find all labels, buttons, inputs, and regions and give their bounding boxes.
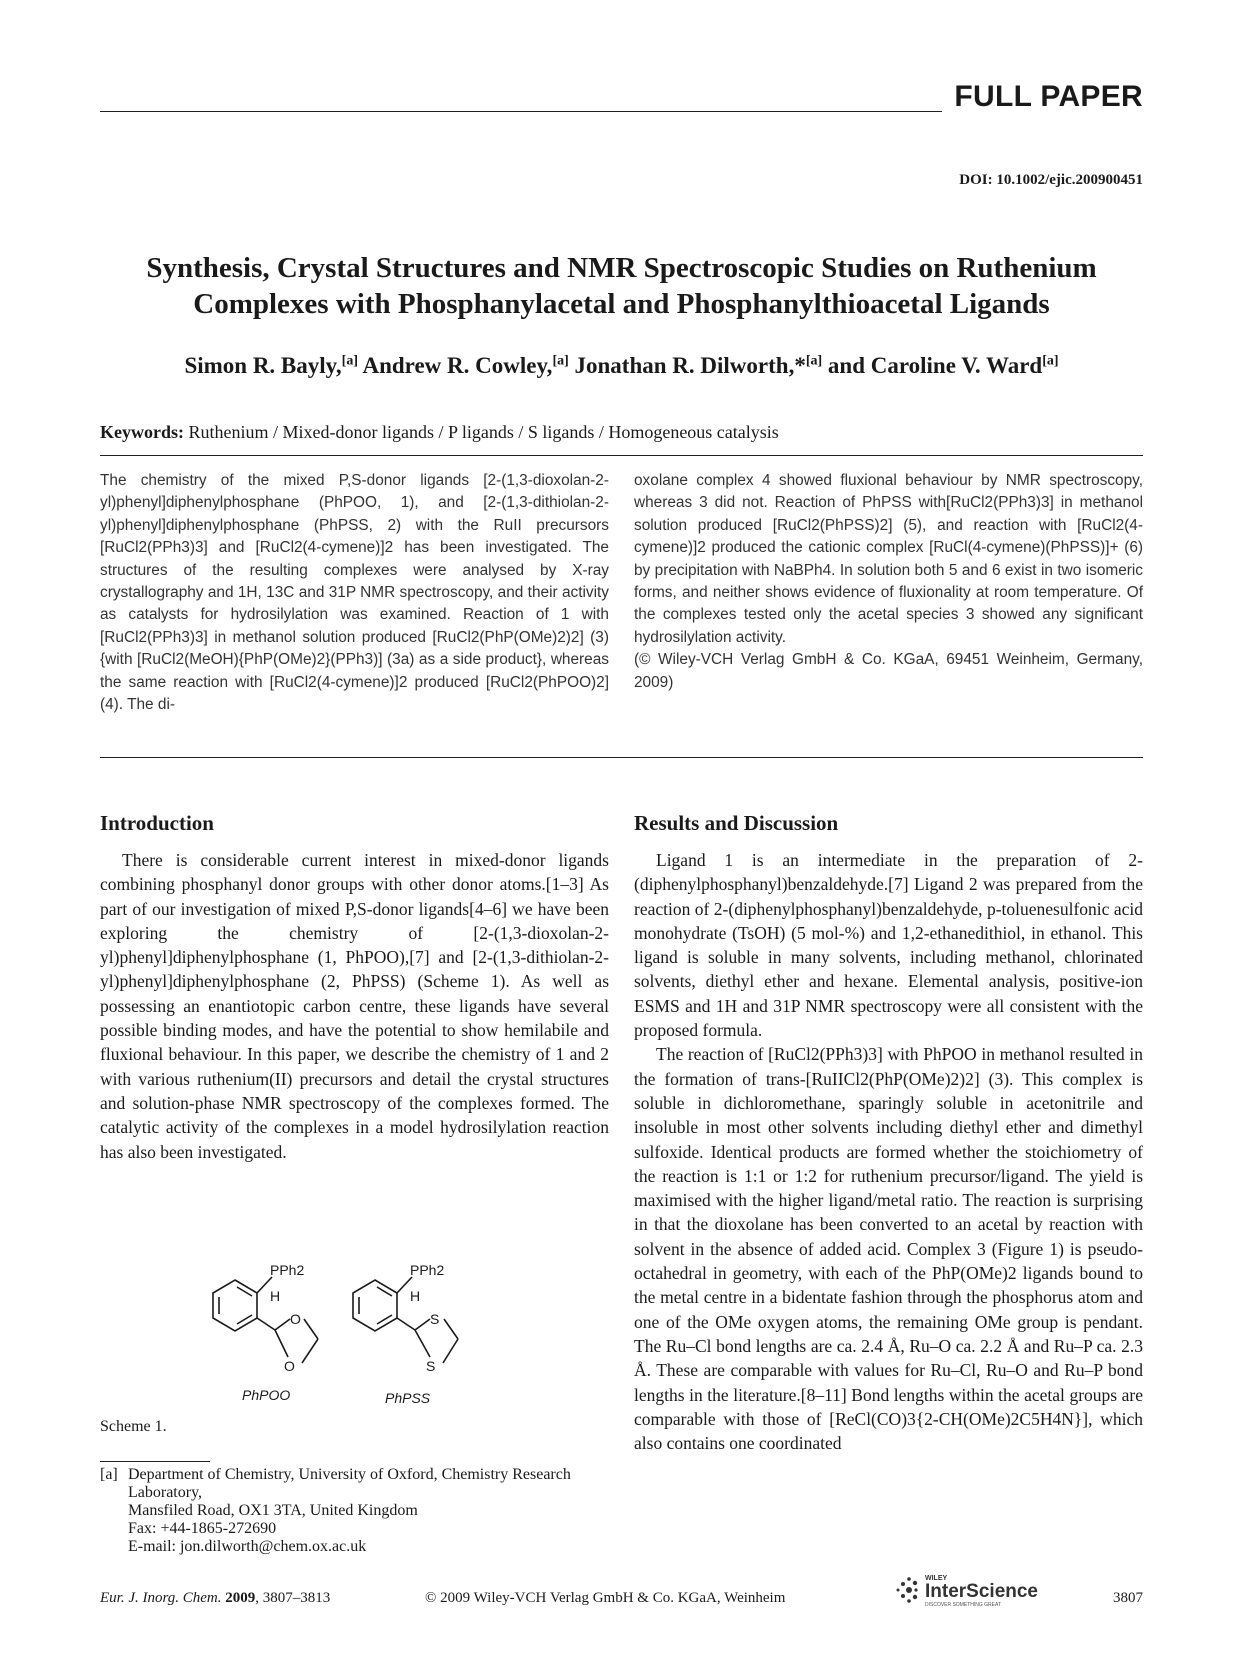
phpoo-label: PhPOO bbox=[242, 1387, 291, 1403]
keywords-label: Keywords: bbox=[100, 422, 184, 442]
footnote-rule bbox=[100, 1461, 210, 1462]
page-number: 3807 bbox=[1113, 1590, 1143, 1606]
pph2-label: PPh2 bbox=[410, 1262, 445, 1278]
footnote-line: Fax: +44-1865-272690 bbox=[128, 1520, 277, 1537]
paper-title bbox=[100, 250, 1143, 322]
keywords-rule bbox=[100, 455, 1143, 456]
logo-tagline: DISCOVER SOMETHING GREAT bbox=[925, 1602, 1002, 1608]
scheme-caption: Scheme 1. bbox=[100, 1418, 167, 1435]
doi: DOI: 10.1002/ejic.200900451 bbox=[959, 172, 1143, 188]
logo-interscience: InterScience bbox=[925, 1581, 1038, 1602]
journal-pages: , 3807–3813 bbox=[255, 1590, 331, 1606]
scheme-1-structures bbox=[190, 1245, 480, 1405]
title-line-2: Complexes with Phosphanylacetal and Phosphanylthioacetal Ligands bbox=[193, 288, 1050, 320]
logo-dots-icon bbox=[897, 1577, 918, 1603]
author-name: Caroline V. Ward bbox=[870, 353, 1043, 378]
introduction-paragraph: There is considerable current interest in mixed-donor ligands combining phosphanyl donor groups with other donor atoms.[1–3] As part of our investigation of mixed P,S-donor ligands[4–6] we have been exploring the chemistry of [2-(1,3-dioxolan-2-yl)phenyl]diphenylphosphane (1, PhPOO),[7] and [2-(1,3-dithiolan-2-yl)phenyl]diphenylphosphane (2, PhPSS) (Scheme 1). As well as possessing an enantiotopic carbon centre, these ligands have several possible binding modes, and have the potential to show hemilabile and fluxional behaviour. In this paper, we describe the chemistry of 1 and 2 with various ruthenium(II) precursors and detail the crystal structures and solution-phase NMR spectroscopy of the complexes formed. The catalytic activity of the complexes in a model hydrosilylation reaction has also been investigated. bbox=[100, 850, 609, 1162]
footnote-email: E-mail: jon.dilworth@chem.ox.ac.uk bbox=[128, 1538, 367, 1555]
abstract-rule bbox=[100, 757, 1143, 758]
title-line-1: Synthesis, Crystal Structures and NMR Spectroscopic Studies on Ruthenium bbox=[146, 252, 1097, 284]
introduction-body bbox=[100, 848, 609, 1164]
author-affiliation: [a] bbox=[341, 353, 358, 369]
header-rule bbox=[100, 111, 942, 112]
o-label-upper: O bbox=[290, 1311, 301, 1327]
logo-wiley: WILEY bbox=[925, 1575, 948, 1582]
author-name: Jonathan R. Dilworth,* bbox=[574, 353, 806, 378]
journal-name: Eur. J. Inorg. Chem. bbox=[100, 1590, 222, 1606]
footer-copyright: © 2009 Wiley-VCH Verlag GmbH & Co. KGaA, Weinheim bbox=[425, 1590, 786, 1606]
interscience-logo bbox=[895, 1570, 1065, 1610]
structure-phpss bbox=[353, 1277, 458, 1363]
author-name: Andrew R. Cowley, bbox=[362, 353, 553, 378]
abstract-text-right: oxolane complex 4 showed fluxional behaviour by NMR spectroscopy, whereas 3 did not. Reaction of PhPSS with[RuCl2(PPh3)3] in methanol solution produced [RuCl2(PhPSS)2] (5), and reaction with [RuCl2(4-cymene)]2 produced the cationic complex [RuCl(4-cymene)(PhPSS)]+ (6) by precipitation with NaBPh4. In solution both 5 and 6 exist in two isomeric forms, and neither shows evidence of fluxionality at room temperature. Of the complexes tested only the acetal species 3 showed any significant hydrosilylation activity. bbox=[634, 472, 1143, 646]
introduction-heading: Introduction bbox=[100, 811, 214, 835]
keywords bbox=[100, 422, 779, 443]
abstract-right-column bbox=[634, 470, 1143, 694]
results-paragraph-2: The reaction of [RuCl2(PPh3)3] with PhPOO in methanol resulted in the formation of trans-[RuIICl2(PhP(OMe)2)2] (3). This complex is soluble in dichloromethane, sparingly soluble in acetonitrile and insoluble in most other solvents including diethyl ether and dimethyl sulfoxide. Identical products are formed whether the stoichiometry of the reaction is 1:1 or 1:2 for ruthenium precursor/ligand. The yield is maximised with the higher ligand/metal ratio. The reaction is surprising in that the dioxolane has been converted to an acetal by reaction with solvent in the absence of added acid. Complex 3 (Figure 1) is pseudo-octahedral in geometry, with each of the PhP(OMe)2 ligands bound to the metal centre in a bidentate fashion through the phosphorus atom and one of the OMe oxygen atoms, the remaining OMe group is pendant. The Ru–Cl bond lengths are ca. 2.4 Å, Ru–O ca. 2.2 Å and Ru–P ca. 2.3 Å. These are comparable with values for Ru–Cl, Ru–O and Ru–P bond lengths in the literature.[8–11] Bond lengths within the acetal groups are comparable with those of [ReCl(CO)3{2-CH(OMe)2C5H4N}], which also contains one coordinated bbox=[634, 1044, 1143, 1454]
section-label: FULL PAPER bbox=[954, 80, 1143, 113]
journal-citation bbox=[100, 1590, 330, 1607]
author-list bbox=[100, 353, 1143, 379]
author-name: Simon R. Bayly, bbox=[184, 353, 342, 378]
footnote-line: Mansfiled Road, OX1 3TA, United Kingdom bbox=[128, 1502, 418, 1519]
footnote-line: Department of Chemistry, University of Oxford, Chemistry Research Laboratory, bbox=[128, 1466, 571, 1501]
results-body bbox=[634, 848, 1143, 1455]
s-label-upper: S bbox=[430, 1311, 440, 1327]
structure-phpoo bbox=[213, 1277, 318, 1363]
abstract-copyright: (© Wiley-VCH Verlag GmbH & Co. KGaA, 69451 Weinheim, Germany, 2009) bbox=[634, 651, 1143, 691]
affiliation-footnote bbox=[100, 1466, 615, 1556]
author-affiliation: [a] bbox=[552, 353, 569, 369]
footnote-label: [a] bbox=[100, 1466, 118, 1483]
author-affiliation: [a] bbox=[805, 353, 823, 369]
results-paragraph-1: Ligand 1 is an intermediate in the preparation of 2-(diphenylphosphanyl)benzaldehyde.[7] Ligand 2 was prepared from the reaction of 2-(diphenylphosphanyl)benzaldehyde, p-toluenesulfonic acid monohydrate (TsOH) (5 mol-%) and 1,2-ethanedithiol, in ethanol. This ligand is soluble in many solvents, including methanol, chlorinated solvents, diethyl ether and hexane. Elemental analysis, positive-ion ESMS and 1H and 31P NMR spectroscopy were all consistent with the proposed formula. bbox=[634, 850, 1143, 1041]
s-label-lower: S bbox=[426, 1358, 436, 1374]
abstract-text-left: The chemistry of the mixed P,S-donor ligands [2-(1,3-dioxolan-2-yl)phenyl]diphenylphosphane (PhPOO, 1), and [2-(1,3-dithiolan-2-yl)phenyl]diphenylphosphane (PhPSS, 2) with the RuII precursors [RuCl2(PPh3)3] and [RuCl2(4-cymene)]2 has been investigated. The structures of the resulting complexes were analysed by X-ray crystallography and 1H, 13C and 31P NMR spectroscopy, and their activity as catalysts for hydrosilylation was examined. Reaction of 1 with [RuCl2(PPh3)3] in methanol solution produced [RuCl2(PhP(OMe)2)2] (3) {with [RuCl2(MeOH){PhP(OMe)2}(PPh3)] (3a) as a side product}, whereas the same reaction with [RuCl2(4-cymene)]2 produced [RuCl2(PhPOO)2] (4). The di- bbox=[100, 472, 609, 714]
pph2-label: PPh2 bbox=[270, 1262, 305, 1278]
h-label: H bbox=[410, 1288, 421, 1304]
results-heading: Results and Discussion bbox=[634, 811, 839, 835]
abstract-left-column bbox=[100, 470, 609, 716]
phpss-label: PhPSS bbox=[385, 1390, 431, 1405]
o-label-lower: O bbox=[284, 1358, 295, 1374]
h-label: H bbox=[270, 1288, 281, 1304]
keywords-list: Ruthenium / Mixed-donor ligands / P ligands / S ligands / Homogeneous catalysis bbox=[188, 422, 779, 442]
author-affiliation: [a] bbox=[1042, 353, 1059, 369]
author-separator: and bbox=[822, 353, 871, 378]
journal-year: 2009 bbox=[225, 1590, 256, 1606]
